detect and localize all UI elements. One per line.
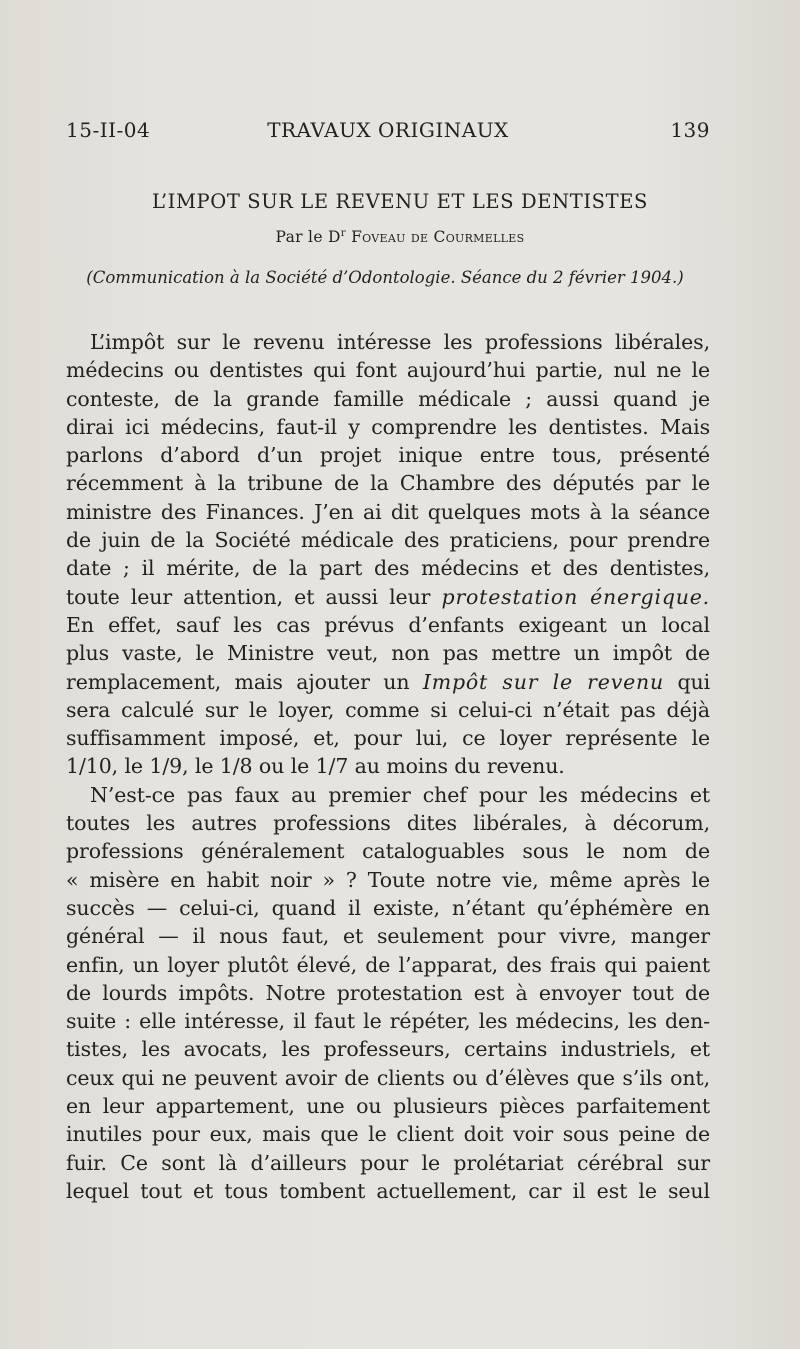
article-body — [66, 328, 710, 1205]
body-line: professions généralement cataloguables sous le nom de — [66, 839, 710, 864]
body-line: ceux qui ne peuvent avoir de clients ou d’élèves que s’ils ont, — [66, 1065, 710, 1090]
running-head — [66, 118, 710, 148]
body-line: suite : elle intéresse, il faut le répéter, les médecins, les den- — [66, 1009, 710, 1034]
emphasis-text: protestation énergique. — [441, 584, 711, 609]
body-line: parlons d’abord d’un projet inique entre tous, présenté — [66, 443, 710, 468]
body-line: de juin de la Société médicale des praticiens, pour prendre — [66, 528, 710, 553]
body-line: en leur appartement, une ou plusieurs pièces parfaitement — [66, 1094, 710, 1119]
communication-note: (Communication à la Société d’Odontologie. Séance du 2 février 1904.) — [86, 268, 684, 287]
body-line-with-emphasis — [66, 583, 710, 611]
body-line: sera calculé sur le loyer, comme si celui-ci n’était pas déjà — [66, 697, 710, 722]
body-line: fuir. Ce sont là d’ailleurs pour le prolétariat cérébral sur — [66, 1150, 710, 1175]
body-line: de lourds impôts. Notre protestation est à envoyer tout de — [66, 980, 710, 1005]
author-name: Foveau de Courmelles — [351, 228, 525, 247]
body-line-head: toute leur attention, et aussi leur — [66, 584, 431, 609]
body-line: suffisamment imposé, et, pour lui, ce loyer représente le — [66, 726, 710, 751]
issue-date: 15-II-04 — [66, 118, 151, 142]
body-line: tistes, les avocats, les professeurs, certains industriels, et — [66, 1037, 710, 1062]
body-line: L’impôt sur le revenu intéresse les professions libérales, — [90, 330, 710, 354]
page-number: 139 — [670, 118, 710, 142]
section-title: TRAVAUX ORIGINAUX — [267, 118, 509, 142]
byline-sup: r — [340, 228, 346, 239]
emphasis-text: Impôt sur le revenu — [422, 669, 665, 694]
body-line: toutes les autres professions dites libérales, à décorum, — [66, 811, 710, 836]
body-line-with-emphasis — [66, 668, 710, 696]
body-line: conteste, de la grande famille médicale ; aussi quand je — [66, 386, 710, 411]
body-line: N’est-ce pas faux au premier chef pour les médecins et — [90, 782, 710, 807]
body-line: dirai ici médecins, faut-il y comprendre les dentistes. Mais — [66, 414, 710, 439]
body-line: plus vaste, le Ministre veut, non pas mettre un impôt de — [66, 641, 710, 666]
body-line: récemment à la tribune de la Chambre des députés par le — [66, 471, 710, 496]
body-line: date ; il mérite, de la part des médecins et des dentistes, — [66, 556, 710, 581]
body-line: En effet, sauf les cas prévus d’enfants exigeant un local — [66, 612, 710, 637]
body-line: enfin, un loyer plutôt élevé, de l’apparat, des frais qui paient — [66, 952, 710, 977]
body-line: médecins ou dentistes qui font aujourd’hui partie, nul ne le — [66, 358, 710, 383]
byline — [0, 228, 800, 246]
body-line: « misère en habit noir » ? Toute notre vie, même après le — [66, 867, 710, 892]
body-line: ministre des Finances. J’en ai dit quelques mots à la séance — [66, 499, 710, 524]
byline-prefix: Par le D — [275, 228, 341, 247]
body-line: général — il nous faut, et seulement pour vivre, manger — [66, 924, 710, 949]
body-line-tail: qui — [677, 669, 711, 694]
body-line-head: remplacement, mais ajouter un — [66, 669, 410, 694]
body-line: succès — celui-ci, quand il existe, n’étant qu’éphémère en — [66, 895, 710, 920]
body-line: 1/10, le 1/9, le 1/8 ou le 1/7 au moins du revenu. — [66, 754, 565, 779]
body-line: inutiles pour eux, mais que le client doit voir sous peine de — [66, 1122, 710, 1147]
article-title: L’IMPOT SUR LE REVENU ET LES DENTISTES — [151, 190, 649, 213]
body-line: lequel tout et tous tombent actuellement, car il est le seul — [66, 1178, 710, 1203]
